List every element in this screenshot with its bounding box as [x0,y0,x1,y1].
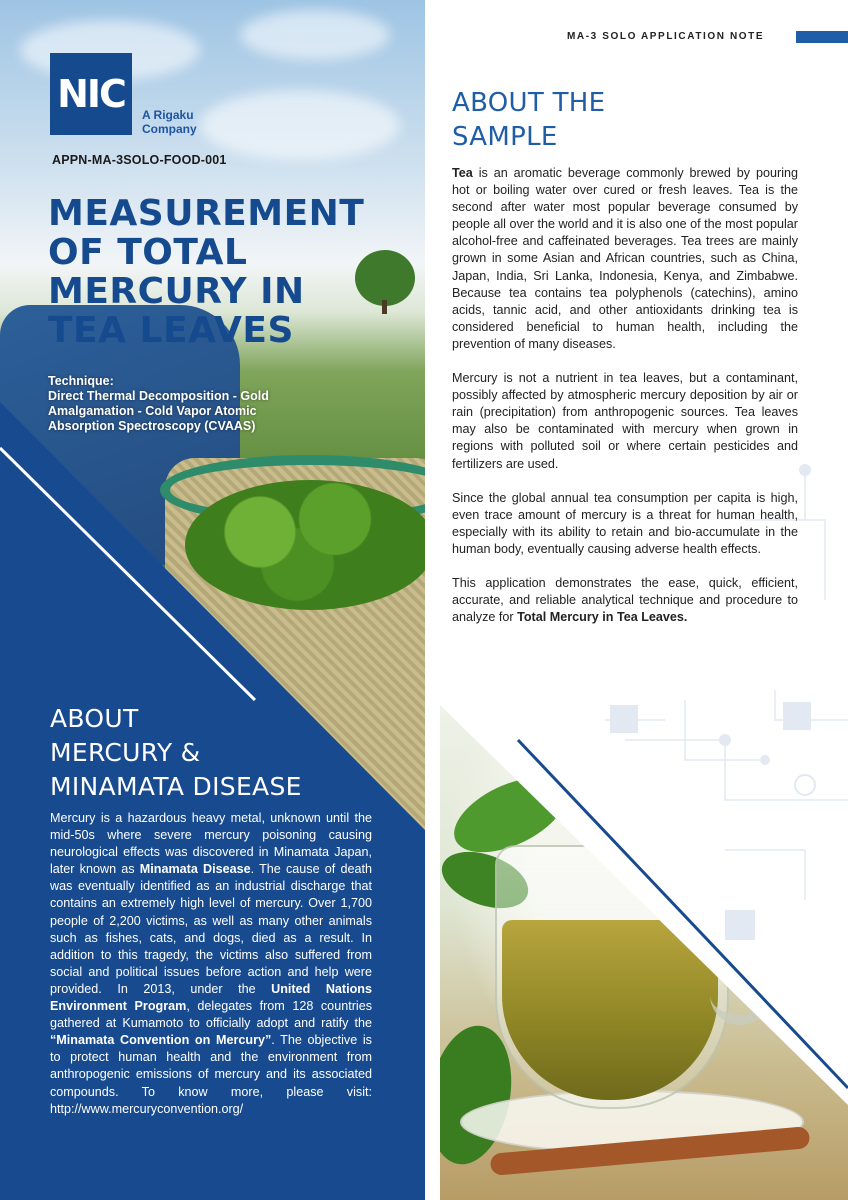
sample-paragraph-3: Since the global annual tea consumption per capita is high, even trace amount of mercury is a threat for human health, especially with its ability to retain and bio-accumulate in the human body, eventually causing adverse health effects. [452,490,798,556]
header-note: MA-3 SOLO APPLICATION NOTE [567,31,765,42]
sample-text-1: is an aromatic beverage commonly brewed by pouring hot or boiling water over cured or fresh leaves. Tea is the second after water most popular beverage consumed by people all over the world and it is also one of the most popular alcohol-free and caffeinated beverages. Tea trees are mainly grown in some Asian and African countries, such as China, Japan, India, Sri Lanka, Indonesia, Kenya, and Zimbabwe. Because tea contains tea polyphenols (catechins), amino acids, tannic acid, and other antioxidants drinking tea is considered beneficial to human health, including the prevention of many diseases. [452,166,798,351]
mercury-section-heading [50,702,302,804]
sample-section-body [452,165,798,643]
technique-line-1: Direct Thermal Decomposition - Gold [48,389,269,403]
title-line-1: MEASUREMENT [48,193,365,234]
mercury-heading-line-1: ABOUT [50,704,139,733]
nic-logo [50,53,132,135]
mercury-bold-1: Minamata Disease [139,862,251,877]
technique-line-2: Amalgamation - Cold Vapor Atomic [48,404,257,418]
logo-tagline [142,108,197,136]
sample-text-4: This application demonstrates the ease, quick, efficient, accurate, and reliable analytical technique and procedure to analyze for [452,575,798,625]
sample-paragraph-4 [452,575,798,626]
document-code: APPN-MA-3SOLO-FOOD-001 [52,153,227,167]
sample-paragraph-1 [452,165,798,353]
sample-bold-4: Total Mercury in Tea Leaves. [517,610,688,625]
sample-paragraph-2: Mercury is not a nutrient in tea leaves, but a contaminant, possibly affected by atmospheric mercury deposition by air or rain (precipitation) from anthropogenic sources. Tea leaves may also be contaminated with mercury when grown in regions with polluted soil or where certain pesticides and fertilizers are used. [452,371,798,471]
sample-bold-tea: Tea [452,166,473,180]
logo-tagline-line1: A Rigaku [142,108,194,122]
logo-tagline-line2: Company [142,122,197,136]
sample-heading-line-2: SAMPLE [452,122,558,152]
mercury-heading-line-3: MINAMATA DISEASE [50,772,302,801]
mercury-bold-2: United Nations Environment Program [50,981,372,1014]
page-title [48,194,418,350]
technique-line-3: Absorption Spectroscopy (CVAAS) [48,419,256,433]
mercury-bold-3: “Minamata Convention on Mercury” [50,1033,272,1048]
mercury-heading-line-2: MERCURY & [50,738,201,767]
sample-section-heading [452,86,605,154]
logo-mark: NIC [57,72,125,116]
title-line-3: MERCURY IN [48,271,305,312]
mercury-text-1: Mercury is a hazardous heavy metal, unknown until the mid-50s where severe mercury poisoning causing neurological effects was discovered in Minamata Japan, later known as [50,811,372,877]
mercury-text-4: . The objective is to protect human health and the environment from anthropogenic emissions of mercury and its associated compounds. To know more, please visit: http://www.mercuryconvention.org/ [50,1033,372,1116]
title-line-2: OF TOTAL [48,232,248,273]
sample-heading-line-1: ABOUT THE [452,88,606,118]
mercury-section-body [50,810,372,1118]
mercury-text-3: , delegates from 128 countries gathered at Kumamoto to officially adopt and ratify the [50,999,372,1031]
header-accent-bar [796,31,848,43]
technique-block [48,374,318,434]
technique-label: Technique: [48,374,114,388]
mercury-text-2: . The cause of death was eventually identified as an industrial discharge that contains an extremely high level of mercury. Over 1,700 people of 2,200 victims, as well as many other animals such as fishes, cats, and dogs, died as a result. In addition to this tragedy, the victims also suffered from social and political issues before action and help were provided. In 2013, under the [50,862,372,996]
title-line-4: TEA LEAVES [48,310,294,351]
